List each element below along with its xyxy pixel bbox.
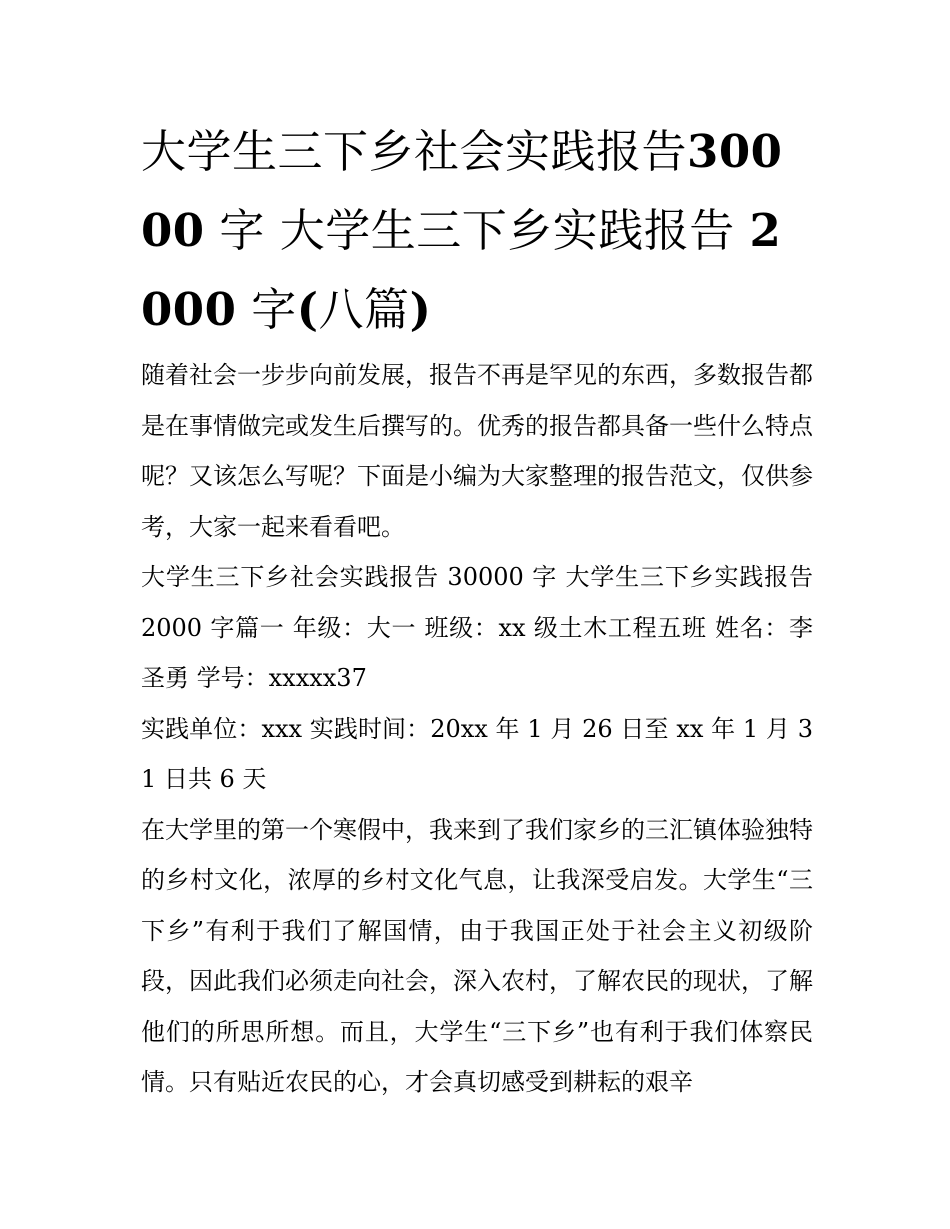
document-title xyxy=(141,112,813,349)
title-close-paren: ) xyxy=(409,283,432,336)
title-number-2000: 2000 xyxy=(141,204,782,336)
title-open-paren: ( xyxy=(296,283,319,336)
document-content xyxy=(141,112,813,1108)
document-body xyxy=(141,350,813,1108)
title-part-4: 八篇 xyxy=(318,283,410,336)
title-part-2: 字 大学生三下乡实践报告 xyxy=(204,204,750,257)
practice-info-paragraph: 实践单位：xxx 实践时间：20xx 年 1 月 26 日至 xx 年 1 月 31 日共 6 天 xyxy=(141,714,813,793)
title-number-30000: 30000 xyxy=(141,125,783,257)
intro-paragraph: 随着社会一步步向前发展，报告不再是罕见的东西，多数报告都是在事情做完或发生后撰写的。优秀的报告都具备一些什么特点呢？又该怎么写呢？下面是小编为大家整理的报告范文，仅供参考，大家一起来看看吧。 xyxy=(141,361,813,541)
title-part-1: 大学生三下乡社会实践报告 xyxy=(141,125,688,178)
body-paragraph: 在大学里的第一个寒假中，我来到了我们家乡的三汇镇体验独特的乡村文化，浓厚的乡村文化气息，让我深受启发。大学生“三下乡”有利于我们了解国情，由于我国正处于社会主义初级阶段，因此我们必须走向社会，深入农村，了解农民的现状，了解他们的所思所想。而且，大学生“三下乡”也有利于我们体察民情。只有贴近农民的心，才会真切感受到耕耘的艰辛 xyxy=(141,815,813,1096)
section-heading-paragraph: 大学生三下乡社会实践报告 30000 字 大学生三下乡实践报告 2000 字篇一 年级：大一 班级：xx 级土木工程五班 姓名：李圣勇 学号：xxxxx37 xyxy=(141,563,813,692)
title-part-3: 字 xyxy=(236,283,297,336)
